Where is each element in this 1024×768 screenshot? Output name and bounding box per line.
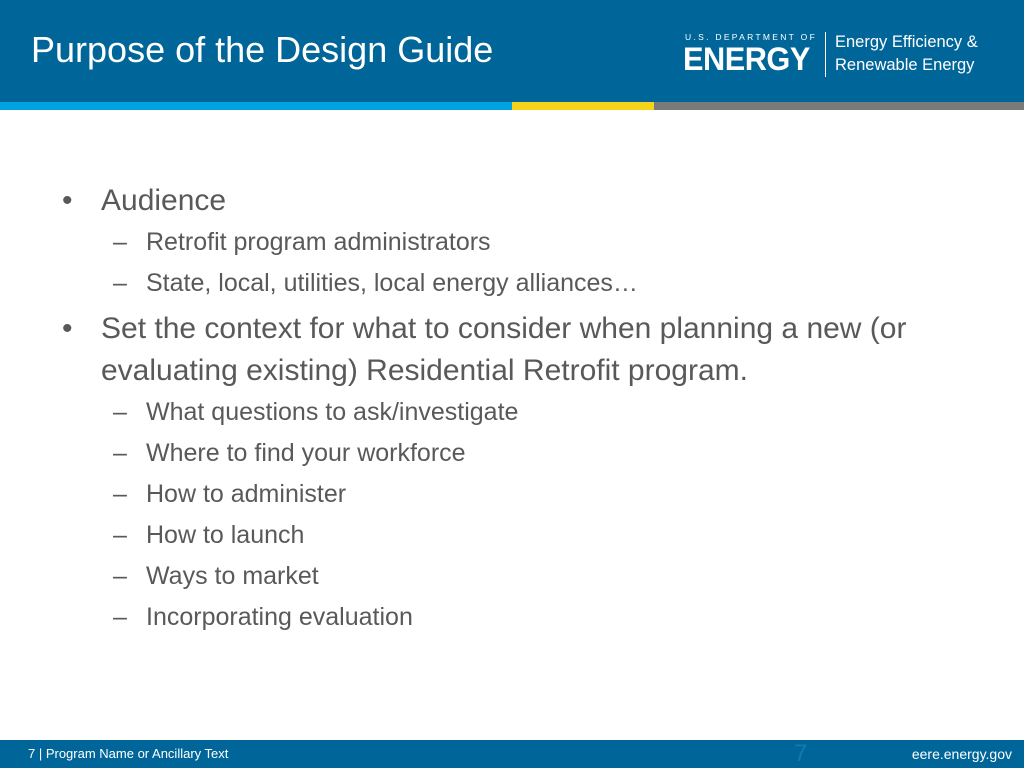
sub-bullet-item (58, 474, 988, 515)
sub-bullet-text: Retrofit program administrators (146, 228, 491, 256)
logo-department-text: U.S. DEPARTMENT OF (685, 32, 818, 42)
sub-bullet-item (58, 263, 988, 304)
logo-office-line2: Renewable Energy (835, 56, 975, 74)
footer-website: eere.energy.gov (911, 746, 1012, 762)
sub-bullet-text: Incorporating evaluation (146, 603, 413, 631)
sub-bullet-item (58, 597, 988, 638)
slide-title: Purpose of the Design Guide (31, 29, 494, 70)
sub-bullet-item (58, 433, 988, 474)
bullet-group (58, 308, 988, 638)
footer-ancillary-text: 7 | Program Name or Ancillary Text (28, 746, 229, 761)
sub-bullet-text: State, local, utilities, local energy alliances… (146, 269, 638, 297)
sub-bullet-item (58, 556, 988, 597)
page-number: 7 (794, 740, 808, 767)
bullet-item (58, 180, 988, 222)
dash-marker: – (113, 521, 127, 549)
dash-marker: – (113, 398, 127, 426)
dash-marker: – (113, 439, 127, 467)
slide-footer (0, 740, 1024, 768)
bullet-dot: • (62, 184, 73, 217)
sub-bullet-text: Where to find your workforce (146, 439, 466, 467)
accent-stripe (0, 102, 1024, 110)
dash-marker: – (113, 228, 127, 256)
sub-bullet-item (58, 515, 988, 556)
logo-office-name (835, 31, 978, 77)
dash-marker: – (113, 562, 127, 590)
accent-stripe-gray (654, 102, 1024, 110)
bullet-dot: • (62, 312, 73, 345)
slide-body (58, 180, 988, 642)
dash-marker: – (113, 603, 127, 631)
logo-office-line1: Energy Efficiency & (835, 33, 978, 51)
accent-stripe-blue (0, 102, 512, 110)
dash-marker: – (113, 269, 127, 297)
slide-header (0, 0, 1024, 102)
sub-bullet-text: How to launch (146, 521, 305, 549)
sub-bullet-list (58, 222, 988, 304)
logo-energy-wordmark: ENERGY (683, 41, 810, 77)
sub-bullet-text: What questions to ask/investigate (146, 398, 519, 426)
sub-bullet-item (58, 392, 988, 433)
bullet-group (58, 180, 988, 304)
dash-marker: – (113, 480, 127, 508)
sub-bullet-text: How to administer (146, 480, 347, 508)
sub-bullet-list (58, 392, 988, 638)
sub-bullet-text: Ways to market (146, 562, 319, 590)
bullet-text: Set the context for what to consider when planning a new (or evaluating existing) Residential Retrofit program. (101, 312, 907, 387)
logo-divider (825, 32, 826, 77)
sub-bullet-item (58, 222, 988, 263)
accent-stripe-yellow (512, 102, 654, 110)
bullet-item (58, 308, 988, 392)
bullet-text: Audience (101, 184, 227, 217)
